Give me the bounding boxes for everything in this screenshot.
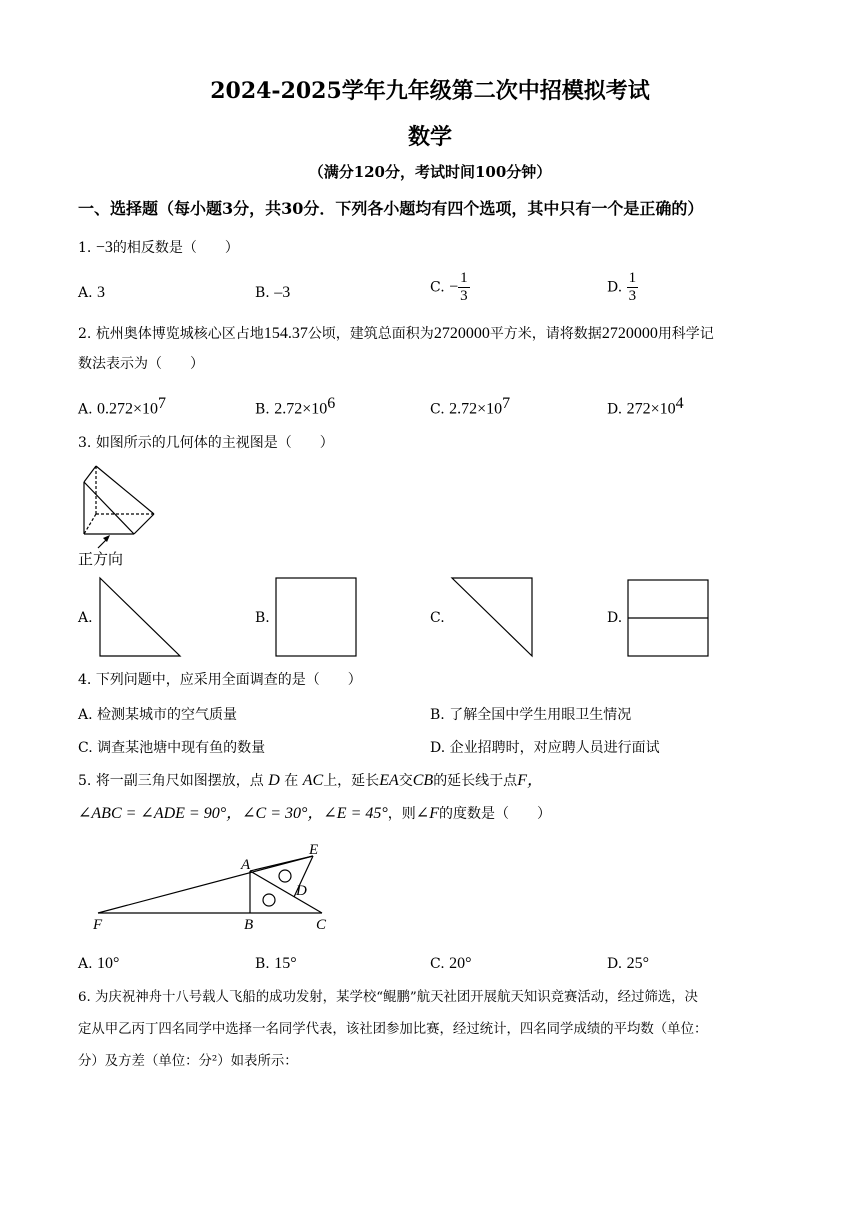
label-f: F (93, 917, 103, 933)
q3-option-b-label: B. (255, 610, 270, 626)
question-3: 3. 如图所示的几何体的主视图是（ ） (78, 435, 334, 451)
q3-solid-figure (76, 462, 162, 550)
q1-option-b: B. –3 (255, 284, 291, 301)
q5-option-c: C. 20° (430, 955, 472, 972)
exam-info: （满分120分，考试时间100分钟） (308, 163, 552, 181)
question-6: 6. 为庆祝神舟十八号载人飞船的成功发射，某学校“鲲鹏”航天社团开展航天知识竞赛活动，经过筛选，决 (78, 990, 698, 1005)
q1-option-d: D. $\frac{1}{3}$ (607, 270, 637, 304)
q5-option-b: B. 15° (255, 955, 297, 972)
label-c: C (316, 917, 327, 933)
question-4: 4. 下列问题中，应采用全面调查的是（ ） (78, 672, 362, 688)
q5-option-a: A. 10° (78, 955, 120, 972)
q3-option-a-label: A. (78, 610, 93, 626)
question-6-line3: 分）及方差（单位：分²）如表所示： (78, 1054, 298, 1069)
q2-option-a: A. $0.272\times 10^7$ (78, 395, 167, 418)
q5-option-d: D. 25° (607, 955, 650, 972)
q3-option-d-label: D. (607, 610, 623, 626)
q2-option-c: C. $2.72\times 10^7$ (430, 395, 511, 418)
subject-title: 数学 (407, 124, 452, 150)
q1-option-c: C. − $\frac{1}{3}$ (430, 270, 468, 304)
q1-option-a: A. 3 (78, 284, 106, 301)
q3-option-c-figure (450, 576, 534, 658)
q3-option-b-figure (274, 576, 358, 658)
q5-triangle-figure (88, 836, 338, 934)
q2-option-d: D. $272\times 10^4$ (607, 395, 684, 418)
q4-option-a: A. 检测某城市的空气质量 (78, 707, 238, 723)
label-b: B (244, 917, 254, 933)
q2-option-b: B. $2.72\times 10^6$ (255, 395, 336, 418)
section-heading: 一、选择题（每小题3分，共30分．下列各小题均有四个选项，其中只有一个是正确的） (78, 199, 704, 218)
label-a: A (241, 857, 251, 873)
q3-option-d-figure (626, 578, 710, 658)
q3-option-c-label: C. (430, 610, 445, 626)
question-1: 1. −3的相反数是（ ） (78, 239, 239, 256)
arrow-icon (98, 535, 110, 548)
exam-title: 2024-2025学年九年级第二次中招模拟考试 (210, 78, 650, 104)
q4-option-c: C. 调查某池塘中现有鱼的数量 (78, 740, 266, 756)
front-direction-label: 正方向 (78, 550, 124, 568)
label-e: E (309, 842, 319, 858)
q4-option-b: B. 了解全国中学生用眼卫生情况 (430, 707, 632, 723)
question-6-line2: 定从甲乙丙丁四名同学中选择一名同学代表，该社团参加比赛，经过统计，四名同学成绩的平均数（单位： (78, 1022, 708, 1037)
question-2-line2: 数法表示为（ ） (78, 356, 204, 372)
q1-expr: −3 (95, 239, 113, 256)
question-2: 2. 杭州奥体博览城核心区占地154.37公顷，建筑总面积为2720000平方米，请将数据2720000用科学记 (78, 325, 714, 342)
question-5: 5. 将一副三角尺如图摆放，点 D 在 AC上，延长EA交CB的延长线于点F， (78, 772, 543, 789)
q3-option-a-figure (98, 576, 182, 658)
label-d: D (296, 883, 307, 899)
q4-option-d: D. 企业招聘时，对应聘人员进行面试 (430, 740, 660, 756)
question-5-line2: ∠ABC = ∠ADE = 90°，∠C = 30°，∠E = 45°，则∠F的度数是（ ） (78, 805, 551, 822)
